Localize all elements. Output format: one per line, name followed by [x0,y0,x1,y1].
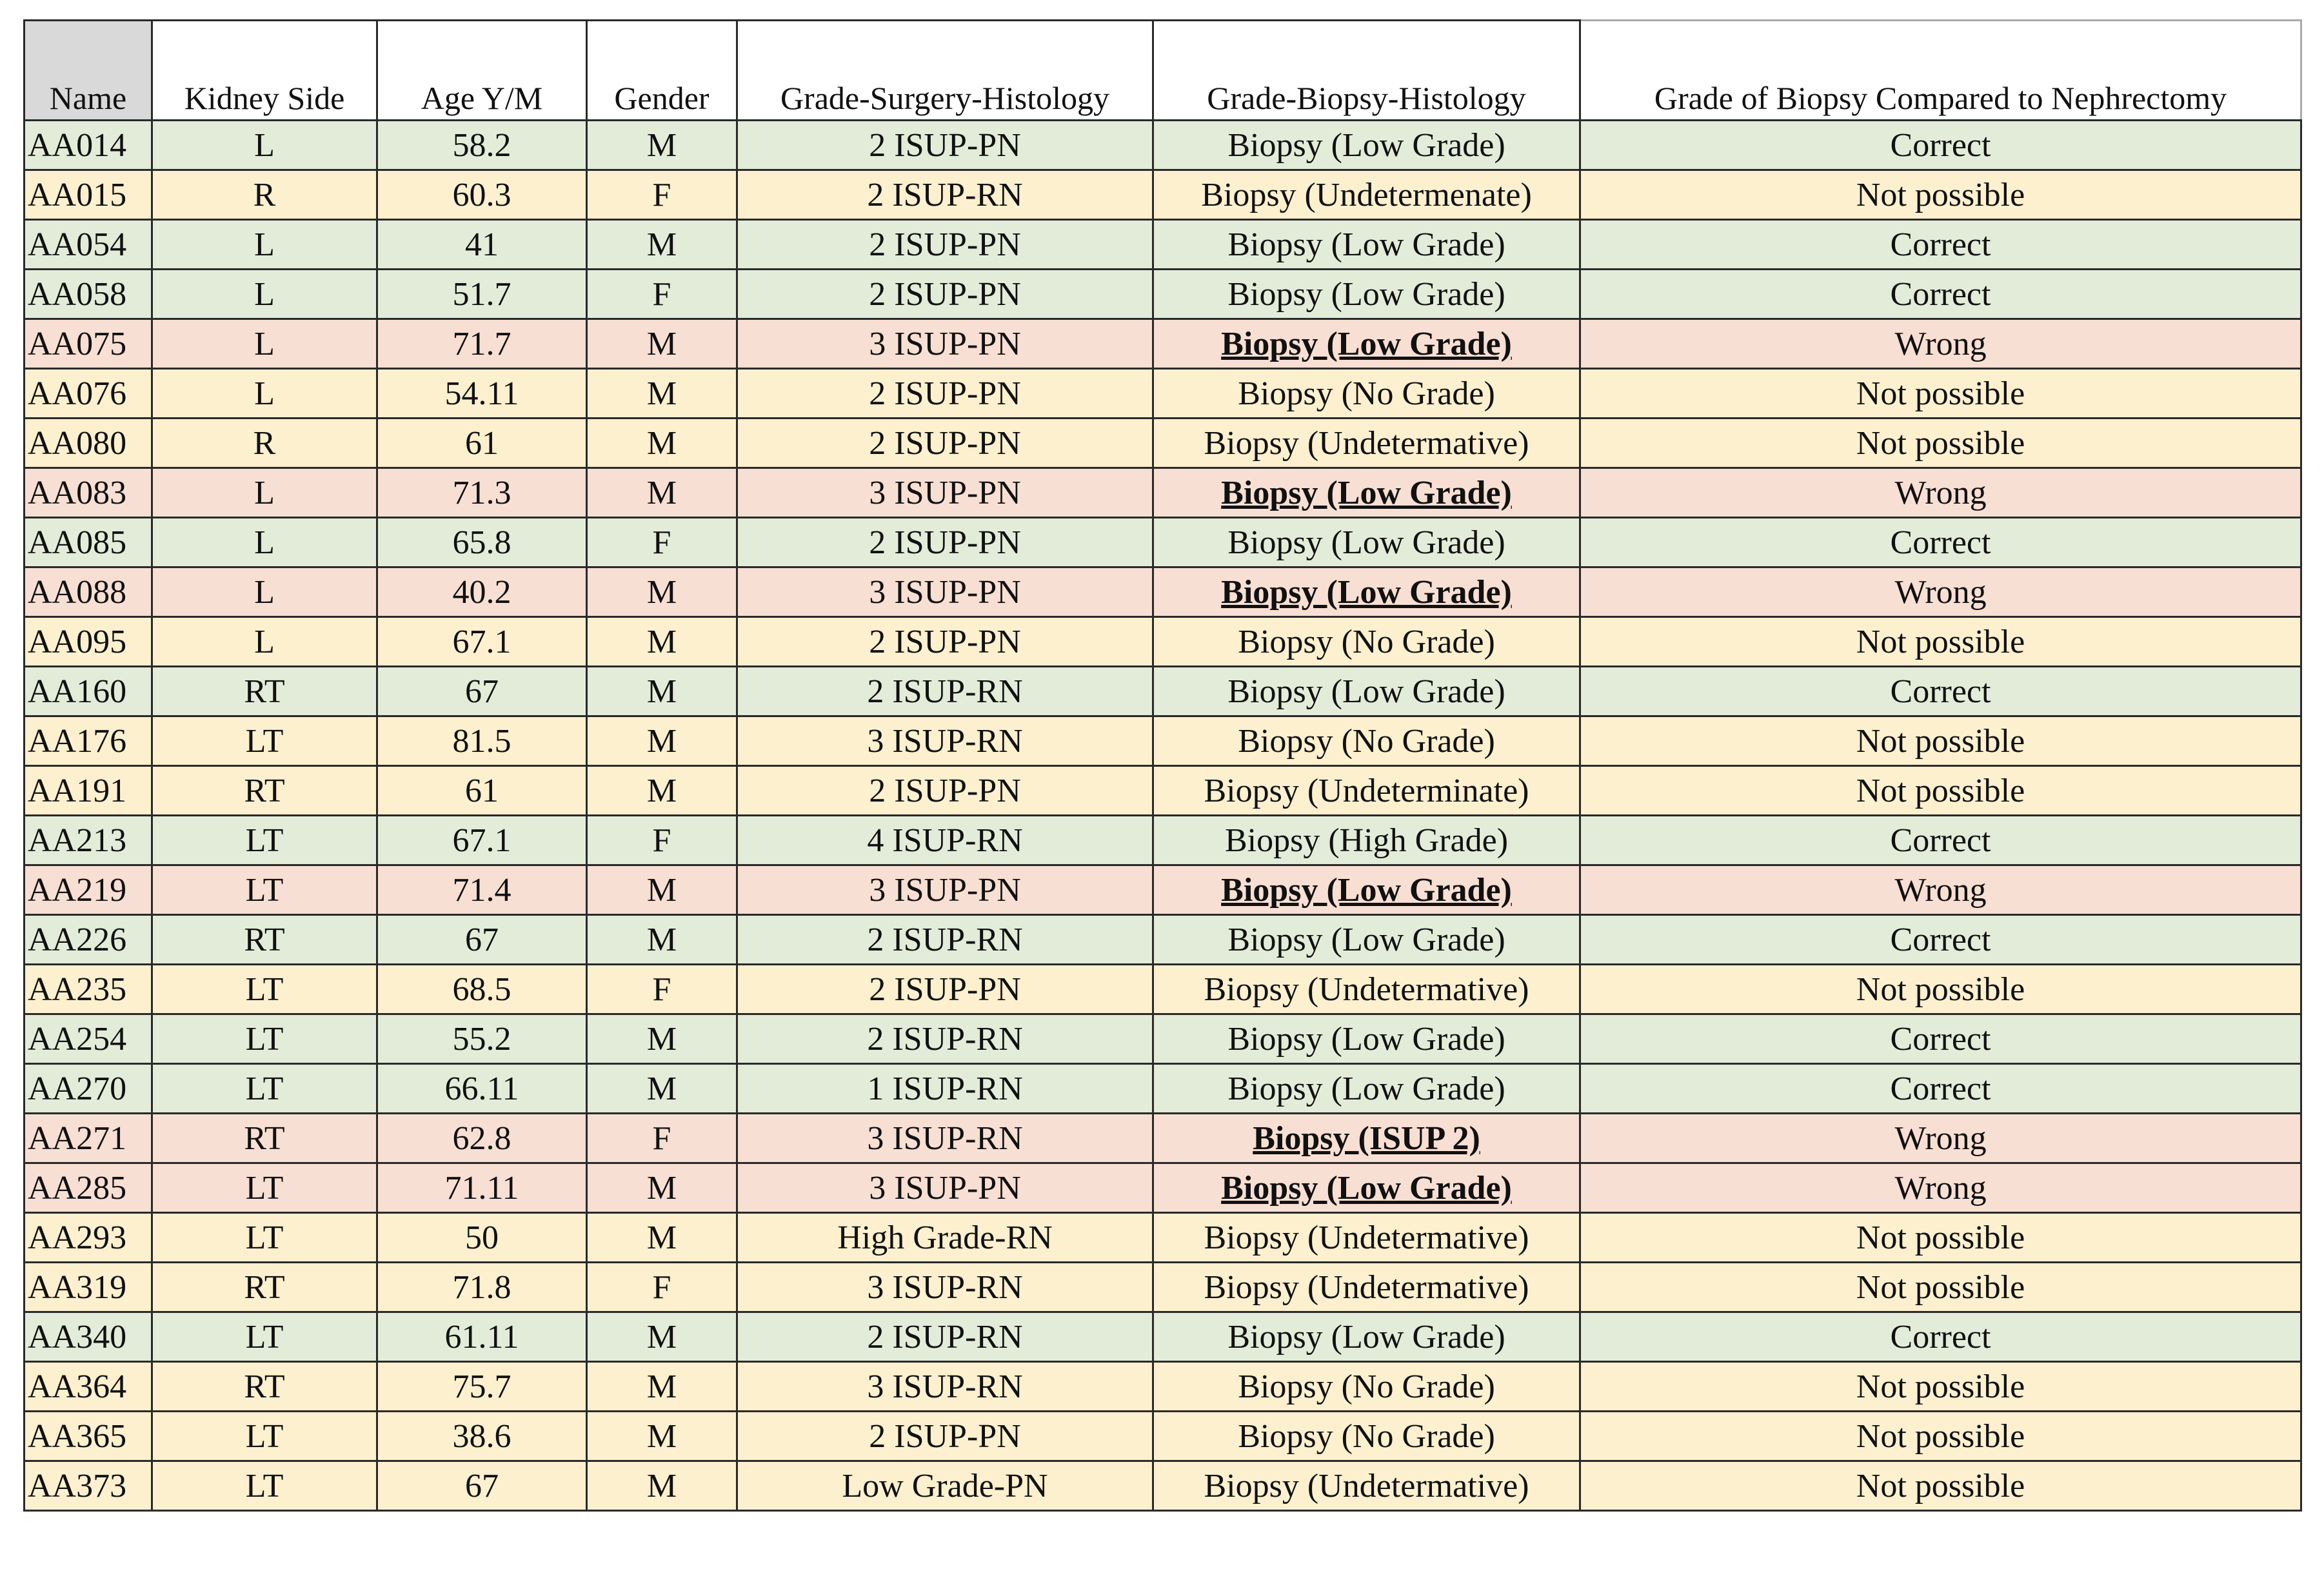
cell-name: AA085 [25,518,152,567]
cell-gender: M [587,716,737,766]
cell-grade-biopsy: Biopsy (No Grade) [1153,1362,1580,1412]
cell-gender: M [587,915,737,965]
cell-grade-surgery: 2 ISUP-PN [737,220,1153,270]
cell-grade-comparison: Wrong [1580,1163,2301,1213]
cell-gender: M [587,865,737,915]
cell-gender: M [587,319,737,369]
table-row [25,667,2301,716]
cell-grade-comparison: Correct [1580,121,2301,170]
cell-gender: M [587,419,737,468]
cell-name: AA083 [25,468,152,518]
table-row [25,369,2301,419]
cell-name: AA293 [25,1213,152,1263]
cell-age: 67.1 [377,617,587,667]
cell-age: 50 [377,1213,587,1263]
cell-grade-biopsy: Biopsy (Low Grade) [1153,270,1580,319]
table-row [25,965,2301,1014]
cell-name: AA270 [25,1064,152,1114]
header-age: Age Y/M [377,21,587,121]
cell-grade-surgery: Low Grade-PN [737,1461,1153,1511]
cell-grade-surgery: 2 ISUP-PN [737,270,1153,319]
cell-gender: M [587,468,737,518]
table-header [25,21,2301,121]
cell-grade-biopsy: Biopsy (Undetermenate) [1153,170,1580,220]
cell-age: 58.2 [377,121,587,170]
cell-grade-surgery: 2 ISUP-RN [737,170,1153,220]
highlighted-biopsy-grade: Biopsy (Low Grade) [1221,872,1512,909]
cell-name: AA373 [25,1461,152,1511]
cell-name: AA075 [25,319,152,369]
cell-gender: F [587,518,737,567]
cell-age: 51.7 [377,270,587,319]
highlighted-biopsy-grade: Biopsy (Low Grade) [1221,326,1512,362]
header-grade-surgery-histology: Grade-Surgery-Histology [737,21,1153,121]
cell-name: AA058 [25,270,152,319]
cell-grade-comparison: Not possible [1580,170,2301,220]
cell-kidney-side: L [152,468,377,518]
cell-age: 54.11 [377,369,587,419]
cell-name: AA095 [25,617,152,667]
cell-name: AA213 [25,816,152,865]
cell-kidney-side: R [152,170,377,220]
table-row [25,1213,2301,1263]
cell-age: 67 [377,915,587,965]
cell-age: 67 [377,1461,587,1511]
cell-grade-biopsy [1153,468,1580,518]
cell-grade-biopsy: Biopsy (Low Grade) [1153,1014,1580,1064]
table-row [25,1064,2301,1114]
cell-grade-comparison: Not possible [1580,1461,2301,1511]
cell-grade-comparison: Not possible [1580,1362,2301,1412]
table-row [25,121,2301,170]
cell-age: 67.1 [377,816,587,865]
cell-grade-surgery: 3 ISUP-RN [737,1362,1153,1412]
header-grade-comparison: Grade of Biopsy Compared to Nephrectomy [1580,21,2301,121]
cell-grade-surgery: 1 ISUP-RN [737,1064,1153,1114]
cell-age: 75.7 [377,1362,587,1412]
cell-grade-comparison: Not possible [1580,766,2301,816]
cell-grade-biopsy: Biopsy (Undetermative) [1153,965,1580,1014]
cell-kidney-side: L [152,518,377,567]
cell-gender: M [587,1362,737,1412]
table-row [25,716,2301,766]
table-row [25,617,2301,667]
cell-grade-comparison: Correct [1580,667,2301,716]
cell-age: 81.5 [377,716,587,766]
cell-age: 55.2 [377,1014,587,1064]
cell-age: 61 [377,766,587,816]
cell-name: AA080 [25,419,152,468]
header-row [25,21,2301,121]
cell-grade-comparison: Not possible [1580,617,2301,667]
cell-name: AA319 [25,1263,152,1312]
cell-kidney-side: RT [152,766,377,816]
cell-grade-biopsy: Biopsy (Low Grade) [1153,915,1580,965]
cell-grade-comparison: Correct [1580,1064,2301,1114]
cell-kidney-side: LT [152,1014,377,1064]
table-row [25,1014,2301,1064]
cell-grade-surgery: 2 ISUP-PN [737,518,1153,567]
cell-grade-biopsy: Biopsy (High Grade) [1153,816,1580,865]
cell-grade-surgery: 2 ISUP-PN [737,1412,1153,1461]
cell-age: 38.6 [377,1412,587,1461]
cell-kidney-side: LT [152,865,377,915]
cell-grade-comparison: Not possible [1580,419,2301,468]
cell-grade-biopsy [1153,1114,1580,1163]
cell-grade-biopsy: Biopsy (Low Grade) [1153,1312,1580,1362]
table-row [25,270,2301,319]
cell-kidney-side: L [152,121,377,170]
header-gender: Gender [587,21,737,121]
cell-name: AA054 [25,220,152,270]
cell-grade-biopsy [1153,1163,1580,1213]
table-row [25,170,2301,220]
cell-kidney-side: L [152,567,377,617]
cell-grade-biopsy: Biopsy (Undetermative) [1153,419,1580,468]
cell-age: 68.5 [377,965,587,1014]
table-row [25,220,2301,270]
cell-grade-comparison: Wrong [1580,468,2301,518]
cell-grade-surgery: 3 ISUP-RN [737,1114,1153,1163]
cell-gender: F [587,170,737,220]
table-row [25,915,2301,965]
cell-grade-comparison: Correct [1580,915,2301,965]
table-row [25,865,2301,915]
cell-kidney-side: LT [152,1213,377,1263]
cell-name: AA364 [25,1362,152,1412]
cell-grade-surgery: 3 ISUP-PN [737,1163,1153,1213]
cell-gender: F [587,270,737,319]
cell-name: AA176 [25,716,152,766]
cell-grade-surgery: 2 ISUP-RN [737,1014,1153,1064]
cell-kidney-side: R [152,419,377,468]
cell-name: AA088 [25,567,152,617]
cell-name: AA014 [25,121,152,170]
cell-gender: M [587,220,737,270]
cell-grade-surgery: 2 ISUP-PN [737,617,1153,667]
cell-grade-biopsy: Biopsy (Low Grade) [1153,121,1580,170]
cell-gender: M [587,369,737,419]
cell-gender: F [587,1263,737,1312]
cell-grade-surgery: High Grade-RN [737,1213,1153,1263]
cell-name: AA219 [25,865,152,915]
cell-grade-biopsy: Biopsy (No Grade) [1153,716,1580,766]
cell-kidney-side: LT [152,1412,377,1461]
cell-grade-biopsy: Biopsy (Low Grade) [1153,518,1580,567]
cell-gender: M [587,1312,737,1362]
cell-grade-biopsy: Biopsy (Undetermative) [1153,1461,1580,1511]
cell-grade-comparison: Wrong [1580,567,2301,617]
cell-age: 61 [377,419,587,468]
cell-grade-comparison: Correct [1580,270,2301,319]
cell-grade-comparison: Correct [1580,220,2301,270]
cell-grade-comparison: Wrong [1580,865,2301,915]
cell-kidney-side: LT [152,1064,377,1114]
cell-age: 61.11 [377,1312,587,1362]
cell-grade-surgery: 3 ISUP-PN [737,865,1153,915]
cell-gender: M [587,617,737,667]
cell-gender: M [587,1213,737,1263]
cell-gender: M [587,667,737,716]
table-row [25,319,2301,369]
table-row [25,518,2301,567]
table-row [25,468,2301,518]
cell-kidney-side: LT [152,716,377,766]
header-grade-biopsy-histology: Grade-Biopsy-Histology [1153,21,1580,121]
cell-age: 65.8 [377,518,587,567]
cell-grade-comparison: Correct [1580,816,2301,865]
table-row [25,1312,2301,1362]
cell-grade-surgery: 3 ISUP-PN [737,567,1153,617]
cell-grade-surgery: 2 ISUP-RN [737,1312,1153,1362]
cell-age: 71.11 [377,1163,587,1213]
header-kidney-side: Kidney Side [152,21,377,121]
cell-kidney-side: L [152,369,377,419]
cell-grade-biopsy [1153,319,1580,369]
cell-grade-biopsy [1153,567,1580,617]
table-row [25,1362,2301,1412]
cell-grade-surgery: 3 ISUP-RN [737,716,1153,766]
cell-grade-biopsy: Biopsy (Undeterminate) [1153,766,1580,816]
table-row [25,766,2301,816]
cell-grade-surgery: 2 ISUP-PN [737,766,1153,816]
cell-name: AA365 [25,1412,152,1461]
cell-grade-surgery: 2 ISUP-RN [737,667,1153,716]
cell-kidney-side: LT [152,816,377,865]
cell-gender: M [587,1014,737,1064]
cell-grade-surgery: 2 ISUP-RN [737,915,1153,965]
cell-age: 71.3 [377,468,587,518]
cell-grade-comparison: Wrong [1580,319,2301,369]
cell-gender: M [587,121,737,170]
table-row [25,1114,2301,1163]
cell-kidney-side: RT [152,1362,377,1412]
cell-grade-surgery: 2 ISUP-PN [737,419,1153,468]
table-row [25,1412,2301,1461]
cell-grade-comparison: Wrong [1580,1114,2301,1163]
cell-gender: M [587,1461,737,1511]
cell-name: AA271 [25,1114,152,1163]
cell-age: 67 [377,667,587,716]
table-row [25,1163,2301,1213]
cell-grade-comparison: Not possible [1580,965,2301,1014]
cell-grade-biopsy: Biopsy (No Grade) [1153,617,1580,667]
cell-name: AA235 [25,965,152,1014]
cell-kidney-side: L [152,617,377,667]
cell-name: AA340 [25,1312,152,1362]
cell-kidney-side: LT [152,965,377,1014]
cell-kidney-side: L [152,319,377,369]
cell-age: 71.8 [377,1263,587,1312]
cell-grade-biopsy: Biopsy (No Grade) [1153,1412,1580,1461]
cell-gender: F [587,1114,737,1163]
cell-gender: M [587,1163,737,1213]
cell-grade-surgery: 4 ISUP-RN [737,816,1153,865]
cell-grade-biopsy: Biopsy (Low Grade) [1153,220,1580,270]
cell-kidney-side: LT [152,1163,377,1213]
biopsy-comparison-table [23,19,2302,1512]
cell-grade-biopsy: Biopsy (Undetermative) [1153,1263,1580,1312]
header-name: Name [25,21,152,121]
cell-grade-comparison: Not possible [1580,1263,2301,1312]
cell-grade-comparison: Not possible [1580,369,2301,419]
cell-kidney-side: LT [152,1312,377,1362]
cell-grade-surgery: 3 ISUP-PN [737,468,1153,518]
highlighted-biopsy-grade: Biopsy (Low Grade) [1221,574,1512,611]
cell-grade-biopsy: Biopsy (Low Grade) [1153,1064,1580,1114]
table-row [25,567,2301,617]
cell-age: 40.2 [377,567,587,617]
cell-kidney-side: RT [152,1263,377,1312]
cell-age: 41 [377,220,587,270]
cell-name: AA160 [25,667,152,716]
cell-kidney-side: LT [152,1461,377,1511]
cell-kidney-side: L [152,270,377,319]
cell-grade-biopsy: Biopsy (Low Grade) [1153,667,1580,716]
cell-name: AA254 [25,1014,152,1064]
cell-grade-comparison: Not possible [1580,716,2301,766]
cell-grade-surgery: 3 ISUP-RN [737,1263,1153,1312]
cell-grade-comparison: Correct [1580,518,2301,567]
cell-kidney-side: RT [152,1114,377,1163]
cell-age: 62.8 [377,1114,587,1163]
cell-gender: M [587,567,737,617]
cell-kidney-side: RT [152,667,377,716]
cell-grade-comparison: Not possible [1580,1412,2301,1461]
cell-name: AA076 [25,369,152,419]
table-row [25,1263,2301,1312]
cell-grade-surgery: 2 ISUP-PN [737,369,1153,419]
highlighted-biopsy-grade: Biopsy (Low Grade) [1221,475,1512,511]
cell-gender: M [587,1412,737,1461]
cell-gender: M [587,766,737,816]
cell-grade-surgery: 2 ISUP-PN [737,121,1153,170]
cell-age: 71.7 [377,319,587,369]
cell-name: AA015 [25,170,152,220]
cell-kidney-side: RT [152,915,377,965]
cell-age: 71.4 [377,865,587,915]
cell-grade-biopsy: Biopsy (No Grade) [1153,369,1580,419]
cell-gender: F [587,965,737,1014]
table-row [25,419,2301,468]
highlighted-biopsy-grade: Biopsy (ISUP 2) [1253,1120,1480,1157]
cell-grade-comparison: Not possible [1580,1213,2301,1263]
cell-name: AA285 [25,1163,152,1213]
cell-grade-surgery: 3 ISUP-PN [737,319,1153,369]
table-row [25,1461,2301,1511]
cell-gender: F [587,816,737,865]
cell-age: 60.3 [377,170,587,220]
cell-name: AA226 [25,915,152,965]
cell-name: AA191 [25,766,152,816]
cell-gender: M [587,1064,737,1114]
cell-age: 66.11 [377,1064,587,1114]
highlighted-biopsy-grade: Biopsy (Low Grade) [1221,1170,1512,1207]
table-row [25,816,2301,865]
cell-grade-comparison: Correct [1580,1014,2301,1064]
cell-grade-biopsy: Biopsy (Undetermative) [1153,1213,1580,1263]
table-body [25,121,2301,1511]
cell-kidney-side: L [152,220,377,270]
cell-grade-comparison: Correct [1580,1312,2301,1362]
cell-grade-surgery: 2 ISUP-PN [737,965,1153,1014]
cell-grade-biopsy [1153,865,1580,915]
